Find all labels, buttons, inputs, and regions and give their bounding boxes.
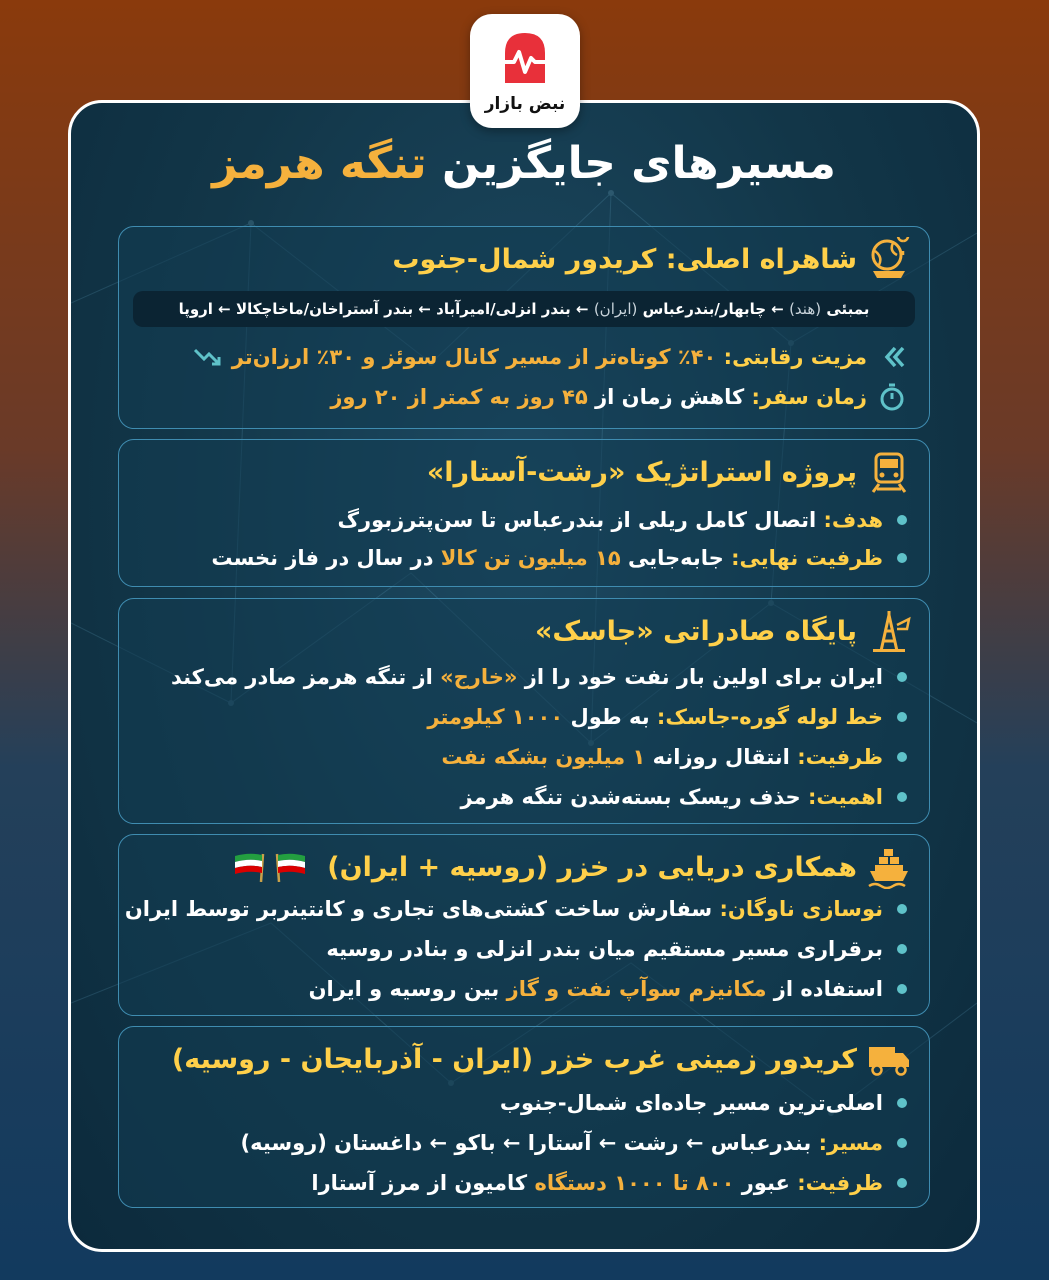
bullet-dot [897,672,907,682]
pipeline-line [427,699,907,735]
globe-ship-icon [867,237,911,281]
card-header [427,450,911,494]
card-title: پایگاه صادراتی «جاسک» [534,615,857,647]
swap-mechanism-line [309,971,907,1007]
line-text: کامیون از مرز آستارا [311,1171,528,1195]
card-header [392,237,911,281]
road-route-line [241,1125,907,1161]
line-text: سفارش ساخت کشتی‌های تجاری و کانتینربر توسط ایران [124,897,713,921]
direct-route-line [326,931,907,967]
trend-down-icon [192,342,222,372]
line-text: عبور [741,1171,790,1195]
line-text: بندرعباس ← رشت ← آستارا ← باکو ← داغستان (روسیه) [240,1131,812,1155]
line-highlight: ۴۵ روز به کمتر از ۲۰ روز [330,385,588,409]
oil-capacity-line [441,739,907,775]
line-highlight: «خارج» [440,665,518,689]
card-header [535,609,911,653]
card-caspian-maritime [118,834,930,1016]
card-north-south-corridor [118,226,930,429]
line-text: انتقال روزانه [652,745,790,769]
route-stop: بندر آستراخان/ماخاچکالا [235,300,414,318]
title-part2: تنگه هرمز [212,138,427,189]
bullet-dot [897,515,907,525]
route-stop: چابهار/بندرعباس [642,300,767,318]
card-title: پروژه استراتژیک «رشت-آستارا» [426,456,857,488]
route-note: (ایران) [593,300,638,318]
card-title: شاهراه اصلی: کریدور شمال-جنوب [392,243,857,275]
line-text: از تنگه هرمز صادر می‌کند [170,665,433,689]
line-label: ظرفیت: [797,745,883,769]
truck-capacity-line [311,1165,907,1201]
line-highlight: ۱ میلیون بشکه نفت [441,745,646,769]
card-header [233,845,911,889]
route-stop: بمبئی [826,300,870,318]
line-highlight: مکانیزم سوآپ نفت و گاز [506,977,767,1001]
line-label: خط لوله گوره-جاسک: [656,705,883,729]
line-highlight: ۱۰۰۰ کیلومتر [427,705,564,729]
train-icon [867,450,911,494]
bullet-dot [897,1138,907,1148]
line-highlight: ۱۵ میلیون تن کالا [440,546,621,570]
line-text: حذف ریسک بسته‌شدن تنگه هرمز [460,785,801,809]
line-text: کاهش زمان از [595,385,745,409]
line-label: مسیر: [818,1131,883,1155]
line-text: اتصال کامل ریلی از بندرعباس تا سن‌پترزبورگ [337,508,817,532]
stopwatch-icon [877,382,907,412]
bullet-dot [897,944,907,954]
line-label: ظرفیت: [797,1171,883,1195]
line-text: به طول [570,705,650,729]
card-title: کریدور زمینی غرب خزر (ایران - آذربایجان - روسیه) [171,1043,857,1075]
trade-route-bar: بمبئی (هند) ← چابهار/بندرعباس (ایران) ← بندر انزلی/امیرآباد ← بندر آستراخان/ماخاچکالا ← اروپا [133,291,915,327]
route-stop: بندر انزلی/امیرآباد [436,300,571,318]
line-text: اصلی‌ترین مسیر جاده‌ای شمال-جنوب [499,1091,883,1115]
card-west-caspian-corridor [118,1026,930,1208]
bullet-dot [897,1098,907,1108]
iran-flag-icon [233,852,267,882]
title-part1: مسیرهای جایگزین [442,138,836,189]
travel-time-line [330,379,907,415]
line-text: ۴۰٪ کوتاه‌تر از مسیر کانال سوئز و [362,345,717,369]
line-label: ظرفیت نهایی: [731,546,883,570]
bullet-dot [897,553,907,563]
card-jask-export [118,598,930,824]
line-text: برقراری مسیر مستقیم میان بندر انزلی و بنادر روسیه [326,937,883,961]
card-rasht-astara [118,439,930,587]
line-label: اهمیت: [807,785,883,809]
line-label: زمان سفر: [751,385,867,409]
bullet-dot [897,712,907,722]
goal-line [337,502,907,538]
double-chevron-icon [877,342,907,372]
bullet-dot [897,792,907,802]
page-title [68,138,980,189]
line-highlight: ۸۰۰ تا ۱۰۰۰ دستگاه [534,1171,735,1195]
route-note: (هند) [789,300,822,318]
truck-icon [867,1037,911,1081]
line-label: نوسازی ناوگان: [719,897,883,921]
competitive-advantage-line [192,339,907,375]
pulse-logo-icon [500,28,550,88]
line-text: استفاده از [773,977,883,1001]
brand-name: نبض بازار [484,94,566,114]
route-stop: اروپا [178,300,213,318]
iran-flag-icon [273,852,307,882]
brand-logo [470,14,580,128]
card-header [172,1037,911,1081]
line-label: مزیت رقابتی: [723,345,867,369]
bullet-dot [897,1178,907,1188]
cargo-ship-icon [867,845,911,889]
bullet-dot [897,984,907,994]
main-road-line [500,1085,907,1121]
line-text: بین روسیه و ایران [308,977,500,1001]
importance-line [461,779,907,815]
bullet-dot [897,904,907,914]
line-highlight: ۳۰٪ ارزان‌تر [231,345,356,369]
fleet-renewal-line [125,891,907,927]
bullet-dot [897,752,907,762]
capacity-line [211,540,907,576]
line-text: ایران برای اولین بار نفت خود را از [524,665,883,689]
card-title: همکاری دریایی در خزر (روسیه + ایران) [327,851,857,883]
line-label: هدف: [823,508,883,532]
line-text: جابه‌جایی [628,546,724,570]
oil-rig-icon [867,609,911,653]
first-export-line [171,659,907,695]
line-text: در سال در فاز نخست [211,546,434,570]
flags-group [233,852,307,882]
